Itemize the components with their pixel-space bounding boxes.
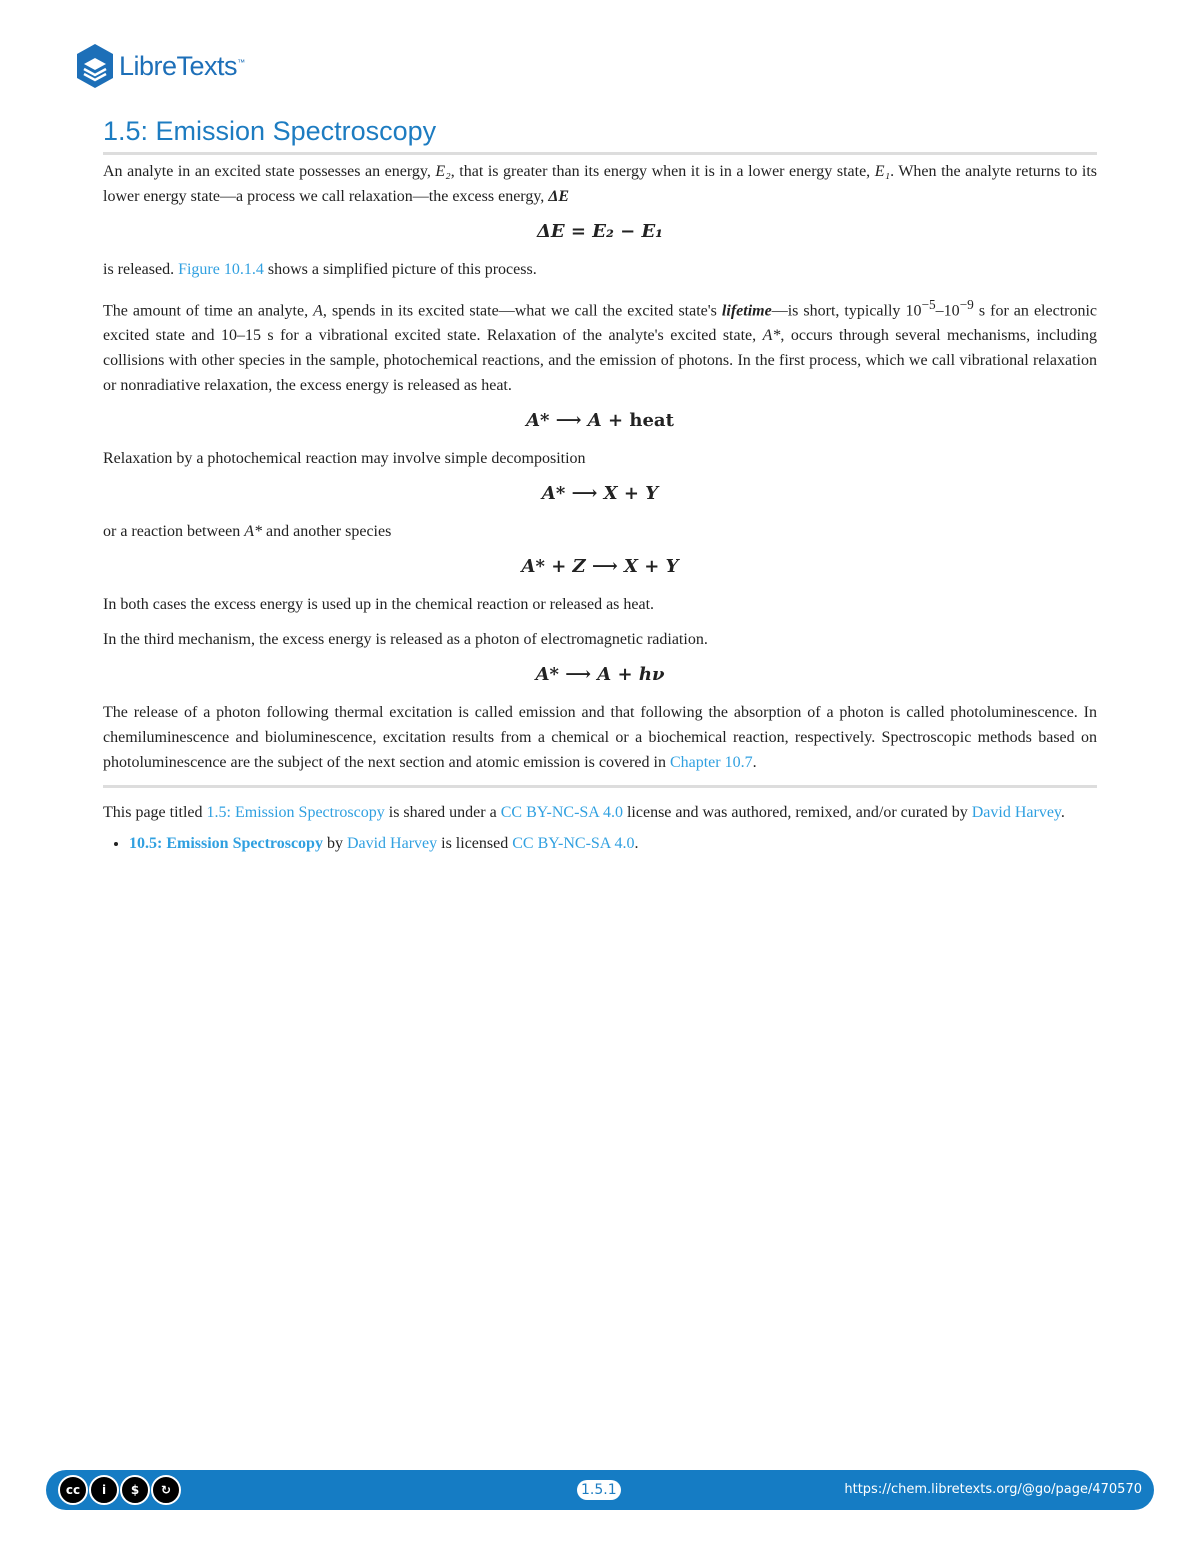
cc-license-badge[interactable]	[58, 1475, 181, 1505]
source-author-link[interactable]: David Harvey	[346, 835, 438, 853]
equation-delta-e: ΔE = E₂ − E₁	[536, 221, 664, 242]
divider	[103, 785, 1097, 788]
paragraph-emission: The release of a photon following thermal excitation is called emission and that following the absorption of a photon is called photoluminescence. In chemiluminescence and bioluminescence, excitation results from a chemical or a biochemical reaction, respectively. Spectroscopic methods based on photoluminescence are the subject of the next section and atomic emission is covered in Chapter 10.7.	[103, 704, 1097, 772]
page-title: 1.5: Emission Spectroscopy	[103, 116, 1097, 155]
paragraph-both-cases: In both cases the excess energy is used up in the chemical reaction or released as heat.	[103, 596, 655, 614]
paragraph-released: is released. Figure 10.1.4 shows a simplified picture of this process.	[103, 261, 537, 278]
chapter-link[interactable]: Chapter 10.7	[669, 754, 753, 772]
logo-text: LibreTexts™	[119, 50, 245, 81]
equation-heat: A* ⟶ A + heat	[526, 410, 674, 432]
main-content	[103, 116, 1097, 853]
source-item: • 10.5: Emission Spectroscopy by David Harvey is licensed CC BY-NC-SA 4.0.	[129, 835, 1097, 853]
page-url[interactable]: https://chem.libretexts.org/@go/page/470570	[844, 1482, 1142, 1497]
equation-photon: A* ⟶ A + hν	[535, 664, 665, 686]
license-statement: This page titled 1.5: Emission Spectroscopy is shared under a CC BY-NC-SA 4.0 license and was authored, remixed, and/or curated by David Harvey.	[103, 804, 1065, 822]
cc-icon: cc	[58, 1475, 88, 1505]
by-icon: i	[89, 1475, 119, 1505]
author-link[interactable]: David Harvey	[971, 804, 1061, 822]
footer-bar	[46, 1470, 1154, 1510]
source-title-link[interactable]: 10.5: Emission Spectroscopy	[129, 835, 323, 853]
paragraph-lifetime: The amount of time an analyte, A, spends in its excited state—what we call the excited state's lifetime—is short, typically $10^{-5}-10^{-9}$ s for an electronic excited state and 10–15 s for a vibrational excited state. Relaxation of the analyte's excited state, A*, occurs through several mechanisms, including collisions with other species in the sample, photochemical reactions, and the emission of photons. In the first process, which we call vibrational relaxation or nonradiative relaxation, the excess energy is released as heat.	[103, 297, 1098, 395]
paragraph-intro: An analyte in an excited state possesses an energy, E₂, that is greater than its energy when it is in a lower energy state, E₁. When the analyte returns to its lower energy state—a process we call relaxation—the excess energy, ΔE	[103, 163, 1098, 205]
equation-reaction: A* + Z ⟶ X + Y	[521, 556, 679, 578]
page-title-link[interactable]: 1.5: Emission Spectroscopy	[206, 804, 385, 822]
license-link[interactable]: CC BY-NC-SA 4.0	[500, 804, 623, 822]
paragraph-third-mechanism: In the third mechanism, the excess energy is released as a photon of electromagnetic radiation.	[103, 631, 708, 649]
sa-icon: ↻	[151, 1475, 181, 1505]
source-license-link[interactable]: CC BY-NC-SA 4.0	[512, 835, 635, 853]
source-list	[103, 835, 1097, 853]
figure-link[interactable]: Figure 10.1.4	[178, 261, 264, 278]
libretexts-logo[interactable]	[74, 42, 245, 90]
libretexts-logo-icon	[74, 42, 116, 90]
equation-decomposition: A* ⟶ X + Y	[541, 483, 659, 505]
nc-icon: $	[120, 1475, 150, 1505]
paragraph-photochemical: Relaxation by a photochemical reaction may involve simple decomposition	[103, 450, 586, 468]
page-number: 1.5.1	[577, 1480, 621, 1500]
paragraph-reaction: or a reaction between A* and another species	[103, 523, 392, 541]
